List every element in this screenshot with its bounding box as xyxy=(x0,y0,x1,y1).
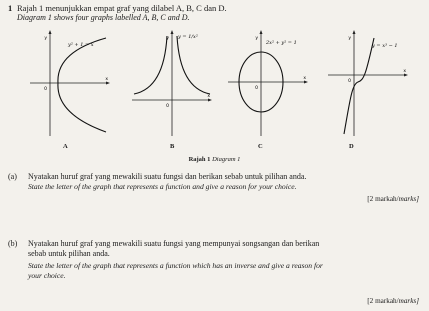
graph-b-equation: y = 1/x² xyxy=(178,34,198,40)
part-a-text-malay: Nyatakan huruf graf yang mewakili suatu fungsi dan berikan sebab untuk pilihan anda. xyxy=(28,172,307,181)
graph-d-equation: y = x³ − 1 xyxy=(372,43,398,49)
graph-d xyxy=(326,30,410,140)
graph-a-origin: 0 xyxy=(44,87,47,92)
graph-b-x-label: x xyxy=(207,94,210,99)
graph-a-y-label: y xyxy=(44,36,47,41)
graph-a xyxy=(28,30,112,140)
graph-a-label: A xyxy=(63,143,68,150)
part-b-text-english-1: State the letter of the graph that represents a function which has an inverse and give a reason for xyxy=(28,261,323,270)
part-b-marks xyxy=(367,297,419,305)
graph-b-y-label: y xyxy=(166,36,169,41)
graph-b xyxy=(130,30,214,140)
part-b-marks-malay: [2 markah/ xyxy=(367,297,399,305)
graph-d-origin: 0 xyxy=(348,79,351,84)
graph-d-x-label: x xyxy=(403,69,406,74)
part-b-letter: (b) xyxy=(8,239,18,248)
graph-c xyxy=(226,30,310,140)
part-a-letter: (a) xyxy=(8,172,17,181)
graph-b-origin: 0 xyxy=(166,104,169,109)
part-a-marks xyxy=(367,195,419,203)
graph-d-y-label: y xyxy=(348,36,351,41)
part-b-text-malay-1: Nyatakan huruf graf yang mewakili suatu fungsi yang mempunyai songsangan dan berikan xyxy=(28,239,320,248)
graph-d-label: D xyxy=(349,143,354,150)
graph-a-equation: y² + 1 = x xyxy=(68,42,94,48)
diagram-caption xyxy=(0,156,429,163)
diagram-caption-malay: Rajah 1 xyxy=(188,156,211,163)
part-b-marks-english: marks] xyxy=(398,297,419,305)
question-intro-malay: Rajah 1 menunjukkan empat graf yang dilabel A, B, C dan D. xyxy=(17,3,227,13)
part-a-marks-english: marks] xyxy=(398,195,419,203)
part-b-text-malay-2: sebab untuk pilihan anda. xyxy=(28,249,110,258)
part-a-marks-malay: [2 markah/ xyxy=(367,195,399,203)
graph-c-y-label: y xyxy=(255,36,258,41)
graph-c-label: C xyxy=(258,143,263,150)
part-b-text-english-2: your choice. xyxy=(28,271,66,280)
graph-b-label: B xyxy=(170,143,175,150)
graph-c-origin: 0 xyxy=(255,86,258,91)
graph-c-equation: 2x² + y² = 1 xyxy=(266,40,297,46)
graph-c-x-label: x xyxy=(303,76,306,81)
diagram-caption-english: Diagram 1 xyxy=(212,156,241,163)
question-intro-english: Diagram 1 shows four graphs labelled A, B, C and D. xyxy=(17,13,190,22)
graph-a-x-label: x xyxy=(105,77,108,82)
question-number: 1 xyxy=(8,3,13,13)
part-a-text-english: State the letter of the graph that represents a function and give a reason for your choice. xyxy=(28,182,297,191)
